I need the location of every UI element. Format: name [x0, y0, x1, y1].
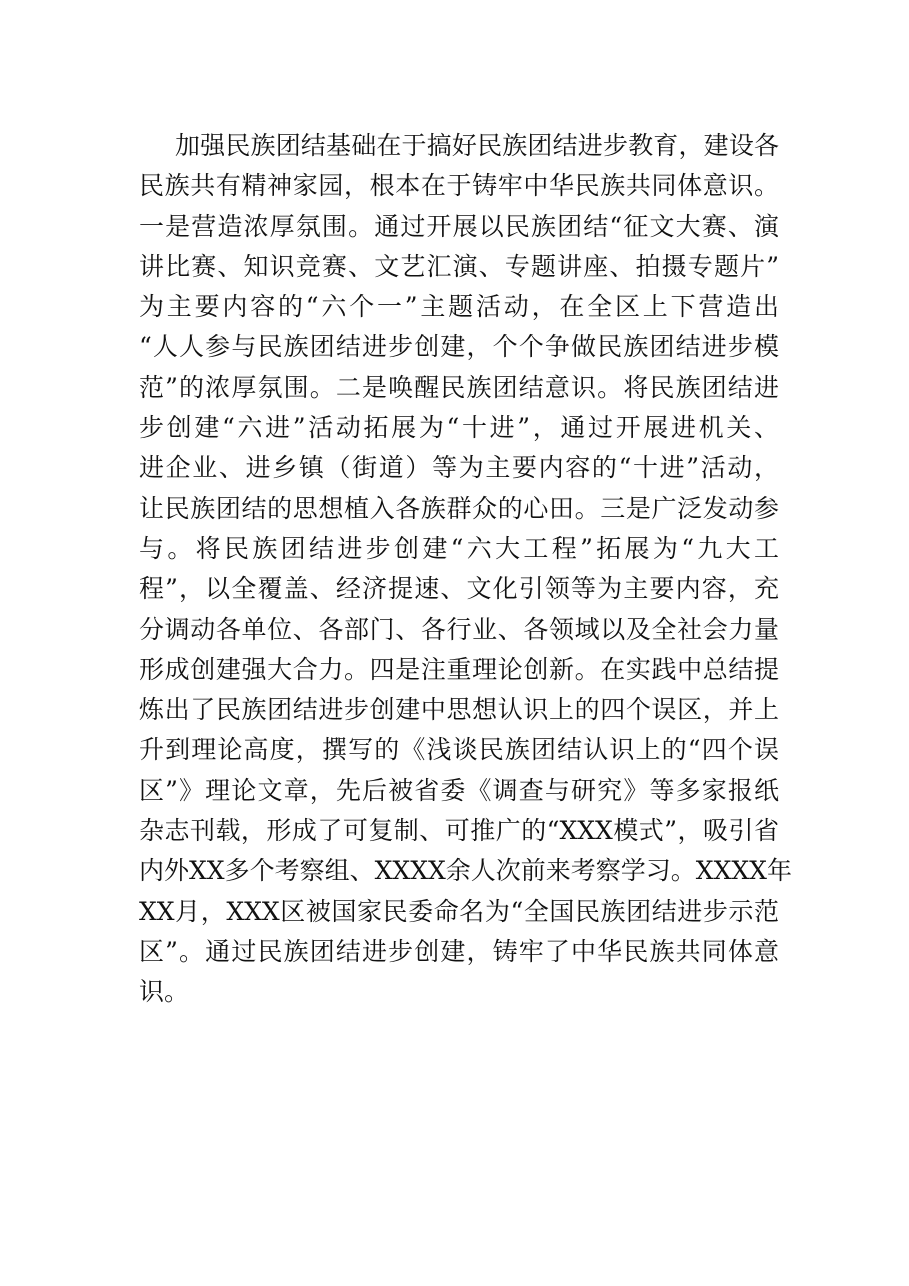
paragraph-line: 为主要内容的“六个一”主题活动，在全区上下营造出 [139, 292, 779, 322]
body-paragraph [139, 126, 792, 1013]
paragraph-line: 程”，以全覆盖、经济提速、文化引领等为主要内容，充 [139, 574, 779, 604]
paragraph-line: 步创建“六进”活动拓展为“十进”，通过开展进机关、 [139, 413, 779, 443]
paragraph-line: 区”。通过民族团结进步创建，铸牢了中华民族共同体意 [139, 936, 779, 966]
paragraph-line: 让民族团结的思想植入各族群众的心田。三是广泛发动参 [139, 493, 779, 523]
paragraph-line: “人人参与民族团结进步创建，个个争做民族团结进步模 [139, 332, 779, 362]
paragraph-line: 区”》理论文章，先后被省委《调查与研究》等多家报纸 [139, 775, 779, 805]
paragraph-line: 炼出了民族团结进步创建中思想认识上的四个误区，并上 [139, 695, 779, 725]
paragraph-line: 识。 [139, 977, 190, 1007]
paragraph-line: 与。将民族团结进步创建“六大工程”拓展为“九大工 [139, 533, 779, 563]
paragraph-line: 升到理论高度，撰写的《浅谈民族团结认识上的“四个误 [139, 735, 779, 765]
paragraph-line: 形成创建强大合力。四是注重理论创新。在实践中总结提 [139, 654, 779, 684]
paragraph-line: 杂志刊载，形成了可复制、可推广的“XXX模式”，吸引省 [139, 816, 779, 846]
paragraph-line: 范”的浓厚氛围。二是唤醒民族团结意识。将民族团结进 [139, 372, 779, 402]
paragraph-line: 讲比赛、知识竞赛、文艺汇演、专题讲座、拍摄专题片” [139, 251, 779, 281]
paragraph-line: 分调动各单位、各部门、各行业、各领域以及全社会力量 [139, 614, 779, 644]
paragraph-line: 进企业、进乡镇（街道）等为主要内容的“十进”活动， [139, 453, 779, 483]
paragraph-line: 一是营造浓厚氛围。通过开展以民族团结“征文大赛、演 [139, 211, 779, 241]
paragraph-line: 民族共有精神家园，根本在于铸牢中华民族共同体意识。 [139, 171, 779, 201]
paragraph-line: 内外XX多个考察组、XXXX余人次前来考察学习。XXXX年 [139, 856, 792, 886]
paragraph-line: XX月，XXX区被国家民委命名为“全国民族团结进步示范 [139, 896, 779, 926]
paragraph-line: 加强民族团结基础在于搞好民族团结进步教育，建设各 [175, 131, 779, 160]
